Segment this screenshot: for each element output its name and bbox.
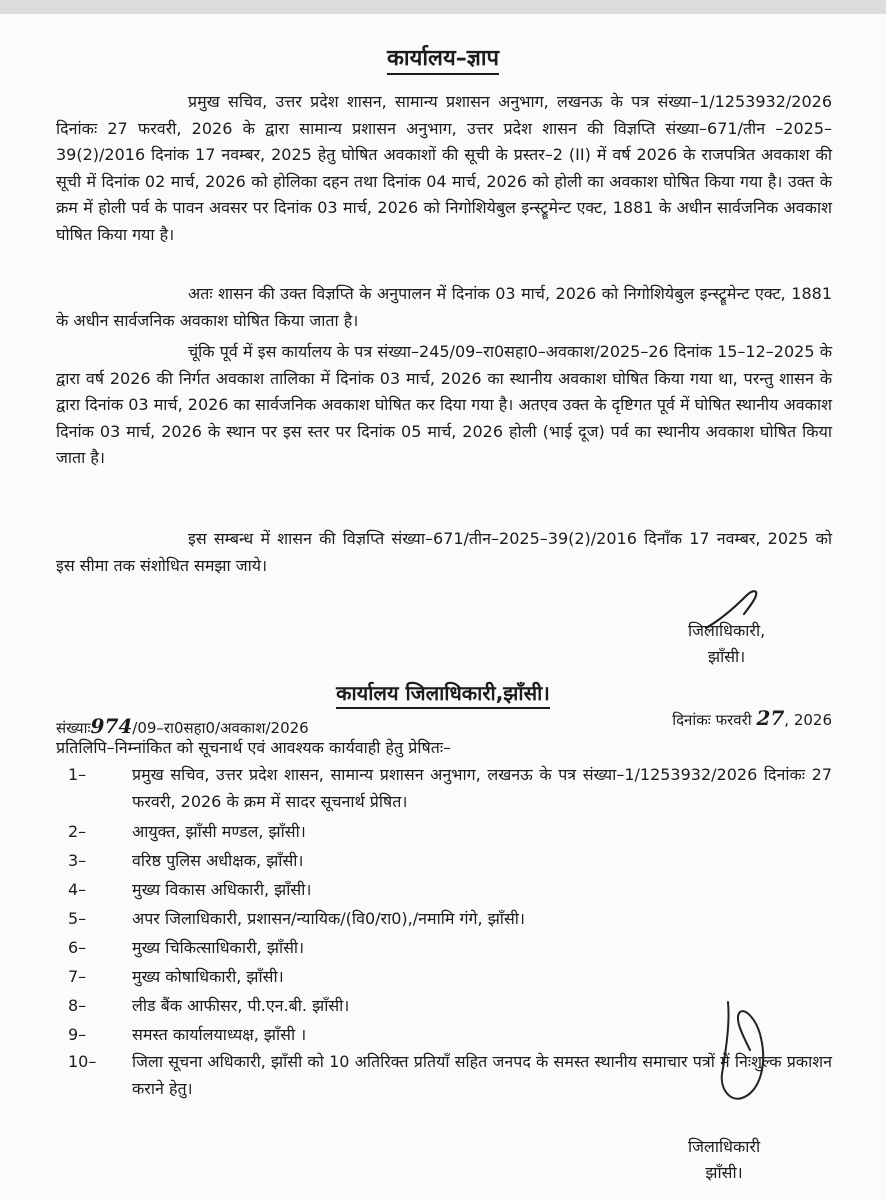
signatory-place-2: झाँसी। xyxy=(705,1163,743,1182)
signature-2 xyxy=(700,994,790,1114)
signatory-block-2 xyxy=(688,1134,760,1186)
list-item: 9– समस्त कार्यालयाध्यक्ष, झाँसी । xyxy=(68,1025,307,1044)
memo-paragraph-1: प्रमुख सचिव, उत्तर प्रदेश शासन, सामान्य प्रशासन अनुभाग, लखनऊ के पत्र संख्या–1/1253932/2026 दिनांकः 27 फरवरी, 2026 के द्वारा सामान्य प्रशासन अनुभाग, उत्तर प्रदेश शासन की विज्ञप्ति संख्या–671/तीन –2025–39(2)/2016 दिनांक 17 नवम्बर, 2025 हेतु घोषित अवकाशों की सूची के प्रस्तर–2 (II) में वर्ष 2026 के राजपत्रित अवकाश की सूची में दिनांक 02 मार्च, 2026 को होलिका दहन तथा दिनांक 04 मार्च, 2026 को होली का अवकाश घोषित किया गया है। उक्त के क्रम में होली पर्व के पावन अवसर पर दिनांक 03 मार्च, 2026 को निगोशियेबुल इन्स्ट्रूमेन्ट एक्ट, 1881 के अधीन सार्वजनिक अवकाश घोषित किया गया है। xyxy=(56,92,832,244)
reference-prefix: संख्याः xyxy=(56,719,91,737)
list-item: 5– अपर जिलाधिकारी, प्रशासन/न्यायिक/(वि0/रा0),/नमामि गंगे, झाँसी। xyxy=(68,909,525,928)
list-item: 4– मुख्य विकास अधिकारी, झाँसी। xyxy=(68,880,312,899)
list-item: 2– आयुक्त, झाँसी मण्डल, झाँसी। xyxy=(68,822,306,841)
list-item: 10– जिला सूचना अधिकारी, झाँसी को 10 अतिरिक्त प्रतियाँ सहित जनपद के समस्त स्थानीय समाचार पत्रों में निःशुल्क प्रकाशन कराने हेतु। xyxy=(68,1052,832,1098)
signatory-block-1 xyxy=(688,618,765,670)
memo-paragraph-2: अतः शासन की उक्त विज्ञप्ति के अनुपालन में दिनांक 03 मार्च, 2026 को निगोशियेबुल इन्स्ट्रूमेन्ट एक्ट, 1881 के अधीन सार्वजनिक अवकाश घोषित किया जाता है। xyxy=(56,284,832,330)
reference-date: दिनांकः फरवरी 27, 2026 xyxy=(672,706,832,730)
memo-paragraph-4: इस सम्बन्ध में शासन की विज्ञप्ति संख्या–671/तीन–2025–39(2)/2016 दिनाँक 17 नवम्बर, 2025 को इस सीमा तक संशोधित समझा जाये। xyxy=(56,529,832,575)
signatory-title-1: जिलाधिकारी, xyxy=(688,621,766,640)
list-item: 7– मुख्य कोषाधिकारी, झाँसी। xyxy=(68,967,284,986)
date-day-handwritten: 27 xyxy=(756,706,785,730)
list-item: 8– लीड बैंक आफीसर, पी.एन.बी. झाँसी। xyxy=(68,996,350,1015)
office-heading: कार्यालय जिलाधिकारी,झाँसी। xyxy=(0,679,886,706)
signatory-place-1: झाँसी। xyxy=(707,647,746,666)
copy-intro: प्रतिलिपि–निम्नांकित को सूचनार्थ एवं आवश्यक कार्यवाही हेतु प्रेषितः– xyxy=(56,738,452,757)
memo-title: कार्यालय–ज्ञाप xyxy=(0,42,886,72)
list-item: 3– वरिष्ठ पुलिस अधीक्षक, झाँसी। xyxy=(68,851,304,870)
reference-suffix: /09–रा0सहा0/अवकाश/2026 xyxy=(132,719,309,737)
list-item: 1– प्रमुख सचिव, उत्तर प्रदेश शासन, सामान्य प्रशासन अनुभाग, लखनऊ के पत्र संख्या–1/1253932/2026 दिनांकः 27 फरवरी, 2026 के क्रम में सादर सूचनार्थ प्रेषित। xyxy=(68,765,832,811)
signatory-title-2: जिलाधिकारी xyxy=(688,1137,761,1156)
list-item: 6– मुख्य चिकित्साधिकारी, झाँसी। xyxy=(68,938,305,957)
memo-paragraph-3: चूंकि पूर्व में इस कार्यालय के पत्र संख्या–245/09–रा0सहा0–अवकाश/2025–26 दिनांक 15–12–2025 के द्वारा वर्ष 2026 की निर्गत अवकाश तालिका में दिनांक 03 मार्च, 2026 का स्थानीय अवकाश घोषित किया गया था, परन्तु शासन के द्वारा दिनांक 03 मार्च, 2026 का सार्वजनिक अवकाश घोषित कर दिया गया है। अतएव उक्त के दृष्टिगत पूर्व में घोषित स्थानीय अवकाश दिनांक 03 मार्च, 2026 के स्थान पर इस स्तर पर दिनांक 05 मार्च, 2026 होली (भाई दूज) पर्व का स्थानीय अवकाश घोषित किया जाता है। xyxy=(56,342,832,467)
reference-number-handwritten: 974 xyxy=(90,714,133,738)
